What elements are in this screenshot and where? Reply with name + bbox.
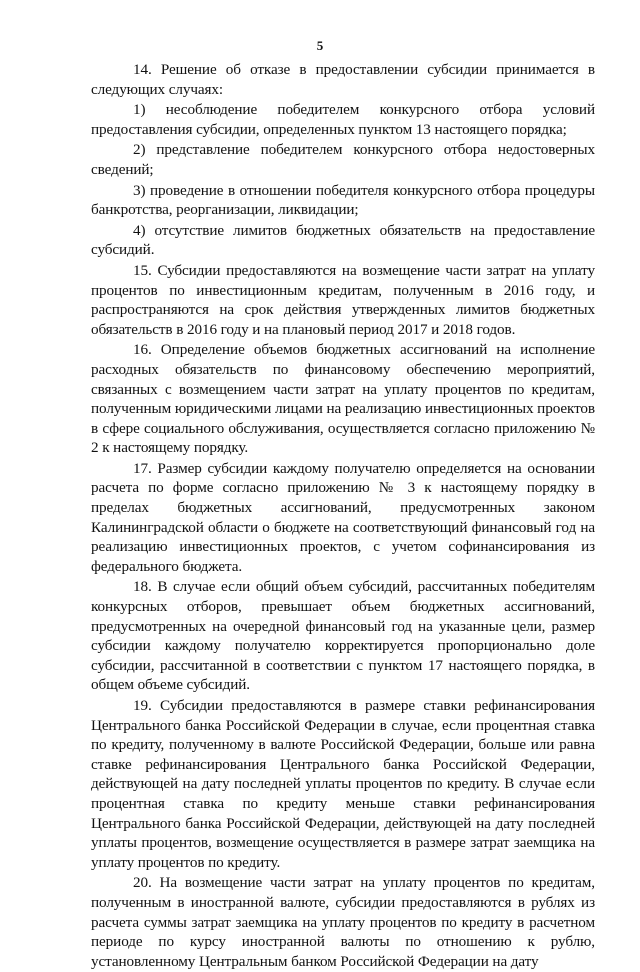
document-body xyxy=(91,60,595,972)
paragraph-20: 20. На возмещение части затрат на уплату процентов по кредитам, полученным в иностранной валюте, субсидии предоставляются в рублях из расчета суммы затрат заемщика на уплату процентов по кредиту в расчетном периоде по курсу иностранной валюты по отношению к рублю, установленному Центральным банком Российской Федерации на дату xyxy=(91,874,595,970)
list-item-1: 1) несоблюдение победителем конкурсного отбора условий предоставления субсидии, определенных пунктом 13 настоящего порядка; xyxy=(91,101,595,138)
paragraph-19: 19. Субсидии предоставляются в размере ставки рефинансирования Центрального банка Российской Федерации в случае, если процентная ставка по кредиту, полученному в валюте Российской Федерации, больше или равна ставке рефинансирования Центрального банка Российской Федерации, действующей на дату последней уплаты процентов по кредиту. В случае если процентная ставка по кредиту меньше ставки рефинансирования Центрального банка Российской Федерации, действующей на дату последней уплаты процентов, возмещение осуществляется в размере затрат заемщика на уплату процентов по кредиту. xyxy=(91,697,595,871)
paragraph-14: 14. Решение об отказе в предоставлении субсидии принимается в следующих случаях: xyxy=(91,61,595,98)
list-item-2: 2) представление победителем конкурсного отбора недостоверных сведений; xyxy=(91,141,595,178)
paragraph-16: 16. Определение объемов бюджетных ассигнований на исполнение расходных обязательств по финансовому обеспечению мероприятий, связанных с возмещением части затрат на уплату процентов по кредитам, полученным юридическими лицами на реализацию инвестиционных проектов в сфере социального обслуживания, осуществляется согласно приложению № 2 к настоящему порядку. xyxy=(91,341,595,457)
paragraph-17: 17. Размер субсидии каждому получателю определяется на основании расчета по форме согласно приложению № 3 к настоящему порядку в пределах бюджетных ассигнований, предусмотренных законом Калининградской области о бюджете на соответствующий финансовый год на реализацию инвестиционных проектов, с учетом софинансирования из федерального бюджета. xyxy=(91,459,595,575)
paragraph-18: 18. В случае если общий объем субсидий, рассчитанных победителям конкурсных отборов, превышает объем бюджетных ассигнований, предусмотренных на очередной финансовый год на указанные цели, размер субсидии каждому получателю корректируется пропорционально доле субсидии, рассчитанной в соответствии с пунктом 17 настоящего порядка, в общем объеме субсидий. xyxy=(91,578,595,694)
page-number: 5 xyxy=(316,38,324,53)
list-item-3: 3) проведение в отношении победителя конкурсного отбора процедуры банкротства, реорганизации, ликвидации; xyxy=(91,181,595,219)
paragraph-15: 15. Субсидии предоставляются на возмещение части затрат на уплату процентов по инвестиционным кредитам, полученным в 2016 году, и распространяются на срок действия утвержденных лимитов бюджетных обязательств в 2016 году и на плановый период 2017 и 2018 годов. xyxy=(91,261,595,338)
list-item-4: 4) отсутствие лимитов бюджетных обязательств на предоставление субсидий. xyxy=(91,221,595,259)
